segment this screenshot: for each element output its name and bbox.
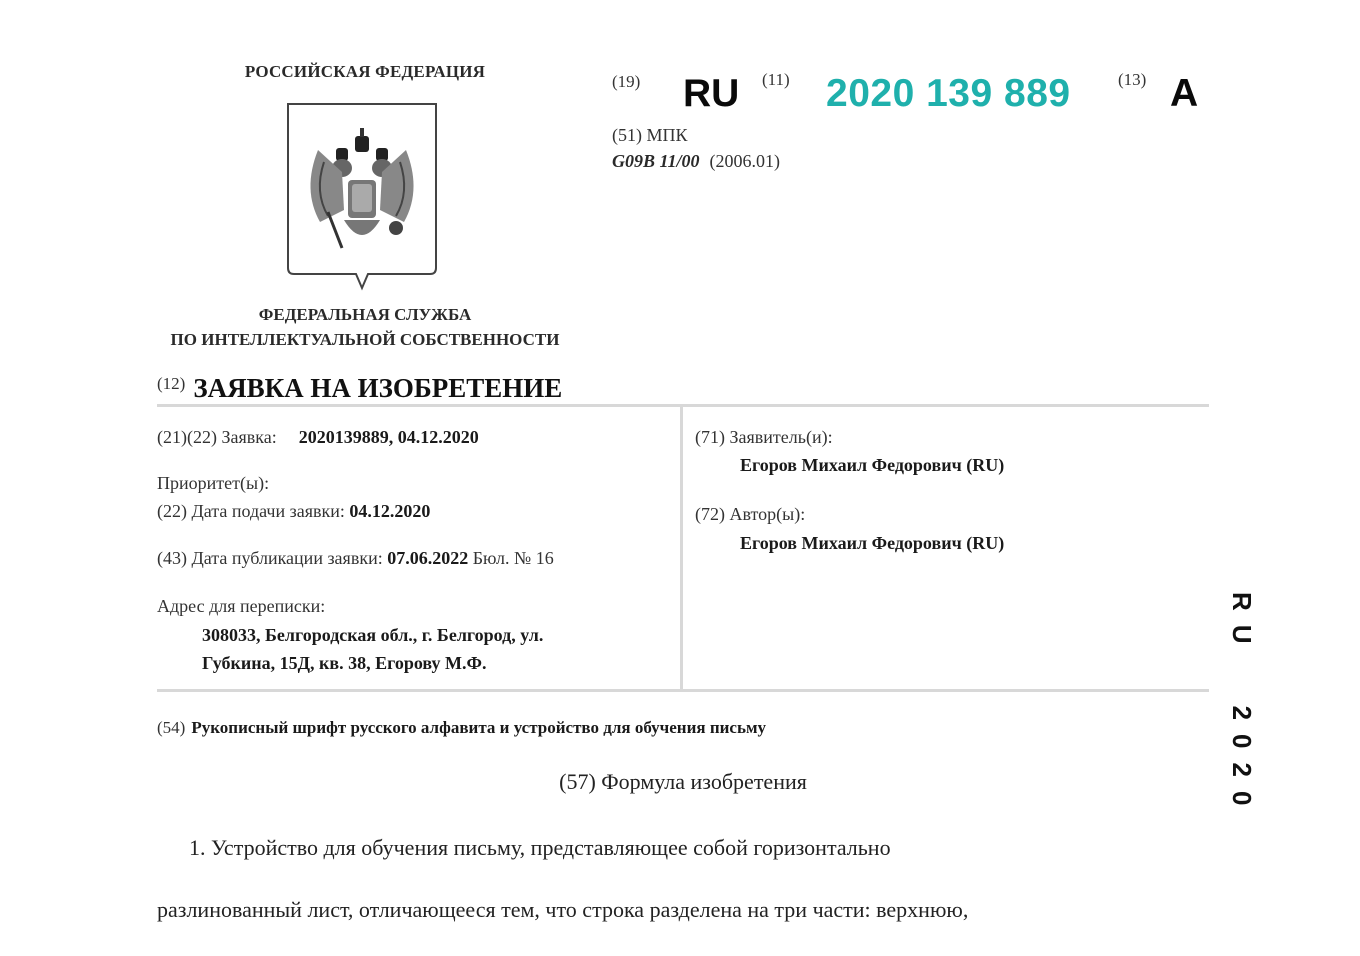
filing-date-field — [157, 498, 430, 524]
inid-code-19: (19) — [612, 72, 641, 91]
kind-code: A — [1170, 72, 1199, 115]
ipc-classification — [612, 148, 780, 174]
ipc-version: (2006.01) — [709, 151, 781, 171]
side-margin-number: 2020 — [1227, 705, 1257, 820]
country-code: RU — [683, 72, 740, 115]
document-type-text: ЗАЯВКА НА ИЗОБРЕТЕНИЕ — [193, 373, 563, 403]
applicant-value: Егоров Михаил Федорович (RU) — [740, 455, 1005, 475]
address-line2: Губкина, 15Д, кв. 38, Егорову М.Ф. — [202, 653, 487, 673]
divider-vertical — [680, 404, 683, 692]
bulletin-number: Бюл. № 16 — [468, 548, 554, 568]
document-number: 2020 139 889 — [826, 72, 1071, 115]
inid-code-13: (13) — [1118, 70, 1147, 89]
agency-name-line1: ФЕДЕРАЛЬНАЯ СЛУЖБА — [258, 305, 472, 324]
divider-bottom — [157, 689, 1209, 692]
application-number-field — [157, 424, 479, 450]
address-label: Адрес для переписки: — [157, 596, 326, 616]
agency-name — [120, 302, 610, 352]
ipc-block — [612, 122, 780, 174]
author-label: (72) Автор(ы): — [695, 504, 806, 524]
invention-title-text: Рукописный шрифт русского алфавита и устройство для обучения письму — [191, 718, 767, 737]
claims-text — [157, 801, 1209, 956]
publication-date-value: 07.06.2022 — [387, 548, 469, 568]
russian-coat-of-arms-icon — [284, 100, 440, 292]
invention-title — [157, 715, 766, 741]
inid-code-11: (11) — [762, 70, 790, 89]
side-margin-ru: RU — [1227, 592, 1257, 658]
author-value: Егоров Михаил Федорович (RU) — [740, 533, 1005, 553]
ipc-class: G09B 11/00 — [612, 151, 700, 171]
application-label: (21)(22) Заявка: — [157, 427, 277, 447]
inid-code-54: (54) — [157, 718, 186, 737]
address-value — [202, 621, 543, 677]
application-value: 2020139889, 04.12.2020 — [298, 427, 479, 447]
filing-date-label: (22) Дата подачи заявки: — [157, 501, 350, 521]
claims-heading: (57) Формула изобретения — [559, 769, 807, 794]
country-name: РОССИЙСКАЯ ФЕДЕРАЦИЯ — [244, 62, 486, 81]
claims-line2: разлинованный лист, отличающееся тем, что строка разделена на три части: верхнюю, — [157, 897, 969, 922]
inid-code-12: (12) — [157, 374, 186, 393]
priority-label: Приоритет(ы): — [157, 473, 270, 493]
side-margin-label — [1222, 592, 1262, 819]
divider-top — [157, 404, 1209, 407]
address-line1: 308033, Белгородская обл., г. Белгород, ул. — [202, 625, 544, 645]
publication-date-field — [157, 545, 554, 571]
document-type-title — [157, 366, 562, 406]
applicant-label: (71) Заявитель(и): — [695, 427, 833, 447]
publication-date-label: (43) Дата публикации заявки: — [157, 548, 388, 568]
filing-date-value: 04.12.2020 — [349, 501, 431, 521]
agency-name-line2: ПО ИНТЕЛЛЕКТУАЛЬНОЙ СОБСТВЕННОСТИ — [170, 330, 560, 349]
ipc-label: (51) МПК — [612, 125, 688, 145]
claims-line1: 1. Устройство для обучения письму, представляющее собой горизонтально — [189, 835, 891, 860]
